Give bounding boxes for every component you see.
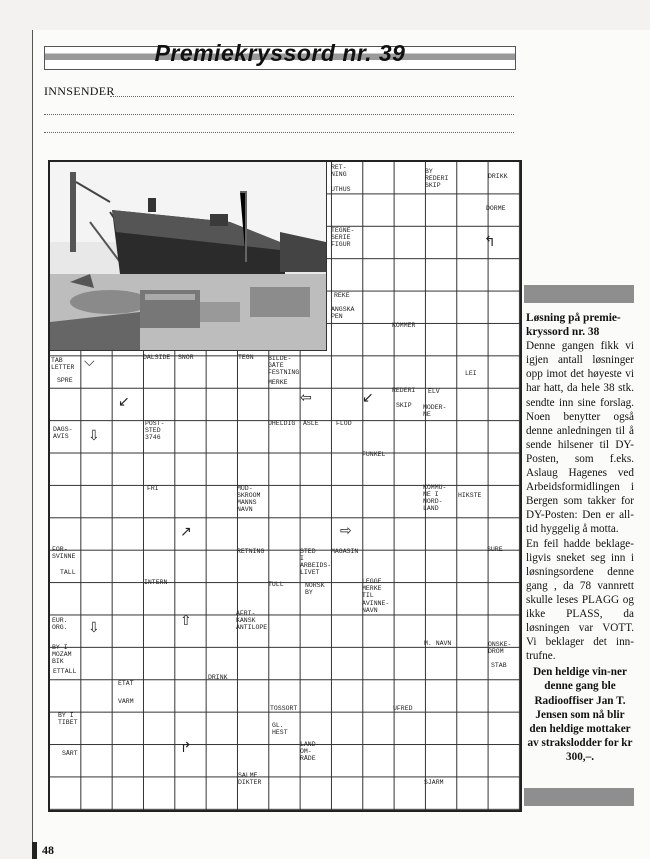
clue: RETNING bbox=[237, 548, 265, 555]
clue: REDERI bbox=[392, 387, 416, 394]
solution-heading: Løsning på premie-kryssord nr. 38 bbox=[526, 312, 621, 339]
clue: BILDE- GÅTE FESTNING bbox=[268, 355, 300, 376]
arrow-icon: ⇦ bbox=[300, 390, 312, 406]
clue: MODER- NE bbox=[423, 404, 447, 418]
clue: MUD- SKROOM MANNS NAVN bbox=[237, 485, 261, 513]
clue: DORME bbox=[486, 205, 506, 212]
clue: BY I MOZAM BIK bbox=[52, 644, 72, 665]
arrow-icon: ⌵ bbox=[84, 354, 95, 370]
clue: DRIKK bbox=[488, 173, 508, 180]
arrow-icon: ↙ bbox=[362, 390, 374, 406]
clue: UHELDIG bbox=[268, 420, 296, 427]
title-banner bbox=[44, 40, 516, 70]
clue: UFRED bbox=[393, 705, 413, 712]
arrow-icon: ↰ bbox=[484, 234, 496, 250]
arrow-icon: ⇧ bbox=[180, 613, 192, 629]
page-title: Premiekryssord nr. 39 bbox=[154, 40, 406, 66]
clue: STED I ARBEIDS- LIVET bbox=[300, 548, 332, 576]
clue: ETTALL bbox=[53, 668, 77, 675]
clue: ONSKE- DROM bbox=[488, 641, 512, 655]
arrow-icon: ↗ bbox=[180, 524, 192, 540]
page-number: 48 bbox=[42, 843, 54, 857]
arrow-icon: ⇩ bbox=[88, 620, 100, 636]
clue: BY I TIBET bbox=[58, 712, 78, 726]
clue: BY REDERI SKIP bbox=[425, 168, 449, 189]
clue: ELV bbox=[428, 388, 440, 395]
clue: TAB LETTER bbox=[51, 357, 75, 371]
clue: LAND- OM- RÅDE bbox=[300, 741, 320, 762]
clue: FUNKEL bbox=[362, 451, 386, 458]
address-line-1[interactable] bbox=[44, 114, 514, 115]
clue: ANGSKA PEN bbox=[331, 306, 355, 320]
ship-photo bbox=[50, 162, 327, 351]
clue: TULL bbox=[268, 581, 284, 588]
clue: INTERN bbox=[144, 579, 168, 586]
clue: SPRE bbox=[57, 377, 73, 384]
clue: SURE bbox=[487, 546, 503, 553]
clue: EUR. ORG. bbox=[52, 617, 68, 631]
clue: SNOR bbox=[178, 354, 194, 361]
clue: AFRI- KANSK ANTILOPE bbox=[236, 610, 268, 631]
clue: DALSIDE bbox=[143, 354, 171, 361]
arrow-icon: ⇨ bbox=[340, 523, 352, 539]
clue: TALL bbox=[60, 569, 76, 576]
arrow-icon: ⇩ bbox=[88, 428, 100, 444]
clue: HIKSTE bbox=[458, 492, 482, 499]
clue: UTHUS bbox=[331, 186, 351, 193]
arrow-icon: ↱ bbox=[180, 740, 192, 756]
clue: TEGNE- SERIE FIGUR bbox=[331, 227, 355, 248]
solution-correction: En feil hadde beklage-ligvis sneket seg inn i løsningsordene denne gang , da 78 vannrett skulle leses PLAGG og ikke PLASS, da løsningen var VOTT. Vi beklager det inn-trufne. bbox=[526, 537, 634, 663]
winner-text: Den heldige vin-ner denne gang ble Radiooffiser Jan T. Jensen som nå blir den heldige mottaker av strakslodder for kr 300,–. bbox=[527, 666, 633, 763]
clue: LEI bbox=[465, 370, 477, 377]
arrow-icon: ↙ bbox=[118, 394, 130, 410]
clue: KOMMU- NE I NORD- LAND bbox=[423, 484, 447, 512]
clue: ETAT bbox=[118, 680, 134, 687]
clue: DRINK bbox=[208, 674, 228, 681]
clue: NORSK BY bbox=[305, 582, 325, 596]
innsender-label: INNSENDER bbox=[44, 84, 115, 98]
clue: MAGASIN bbox=[331, 548, 359, 555]
clue: SÅRT bbox=[62, 750, 78, 757]
clue: SKIP bbox=[396, 402, 412, 409]
innsender-line[interactable] bbox=[110, 96, 514, 97]
clue: STAB bbox=[491, 662, 507, 669]
sidebar-top-bar bbox=[524, 285, 634, 303]
clue: TOSSORT bbox=[270, 705, 298, 712]
solution-column bbox=[526, 311, 634, 764]
clue: FLOD bbox=[336, 420, 352, 427]
clue: FRI bbox=[147, 485, 159, 492]
clue: RET- NING bbox=[331, 164, 347, 178]
clue: MERKE bbox=[268, 379, 288, 386]
clue: KOMMER bbox=[392, 322, 416, 329]
sidebar-bottom-bar bbox=[524, 788, 634, 806]
clue: DAGS- AVIS bbox=[53, 426, 73, 440]
clue: VARM bbox=[118, 698, 134, 705]
page-number-bar bbox=[32, 842, 37, 859]
clue: SJARM bbox=[424, 779, 444, 786]
clue: M. NAVN bbox=[424, 640, 452, 647]
ship-illustration bbox=[50, 162, 326, 350]
clue: POST- STED 3746 bbox=[145, 420, 165, 441]
clue: LEGGE MERKE TIL bbox=[362, 578, 382, 599]
clue: ÅSLE bbox=[303, 420, 319, 427]
clue: TEGN bbox=[238, 354, 254, 361]
clue: FOR- SVINNE bbox=[52, 546, 76, 560]
clue: AVINNE- NAVN bbox=[362, 600, 390, 614]
clue: GL. HEST bbox=[272, 722, 288, 736]
clue: REKE bbox=[334, 292, 350, 299]
clue: SALME DIKTER bbox=[238, 772, 262, 786]
address-line-2[interactable] bbox=[44, 132, 514, 133]
solution-body: Denne gangen fikk vi igjen antall løsninger opp imot det høyeste vi har hatt, da hele 38 stk. sendte inn sine forslag. Noen benytter også denne anledningen til å sende hilsener til DY-Posten, som f.eks. Aslaug Hagenes ved Arbeidsformidlingen i Bergen som takker for DY-Posten: Den er all-tid hyggelig å motta. bbox=[526, 340, 634, 536]
